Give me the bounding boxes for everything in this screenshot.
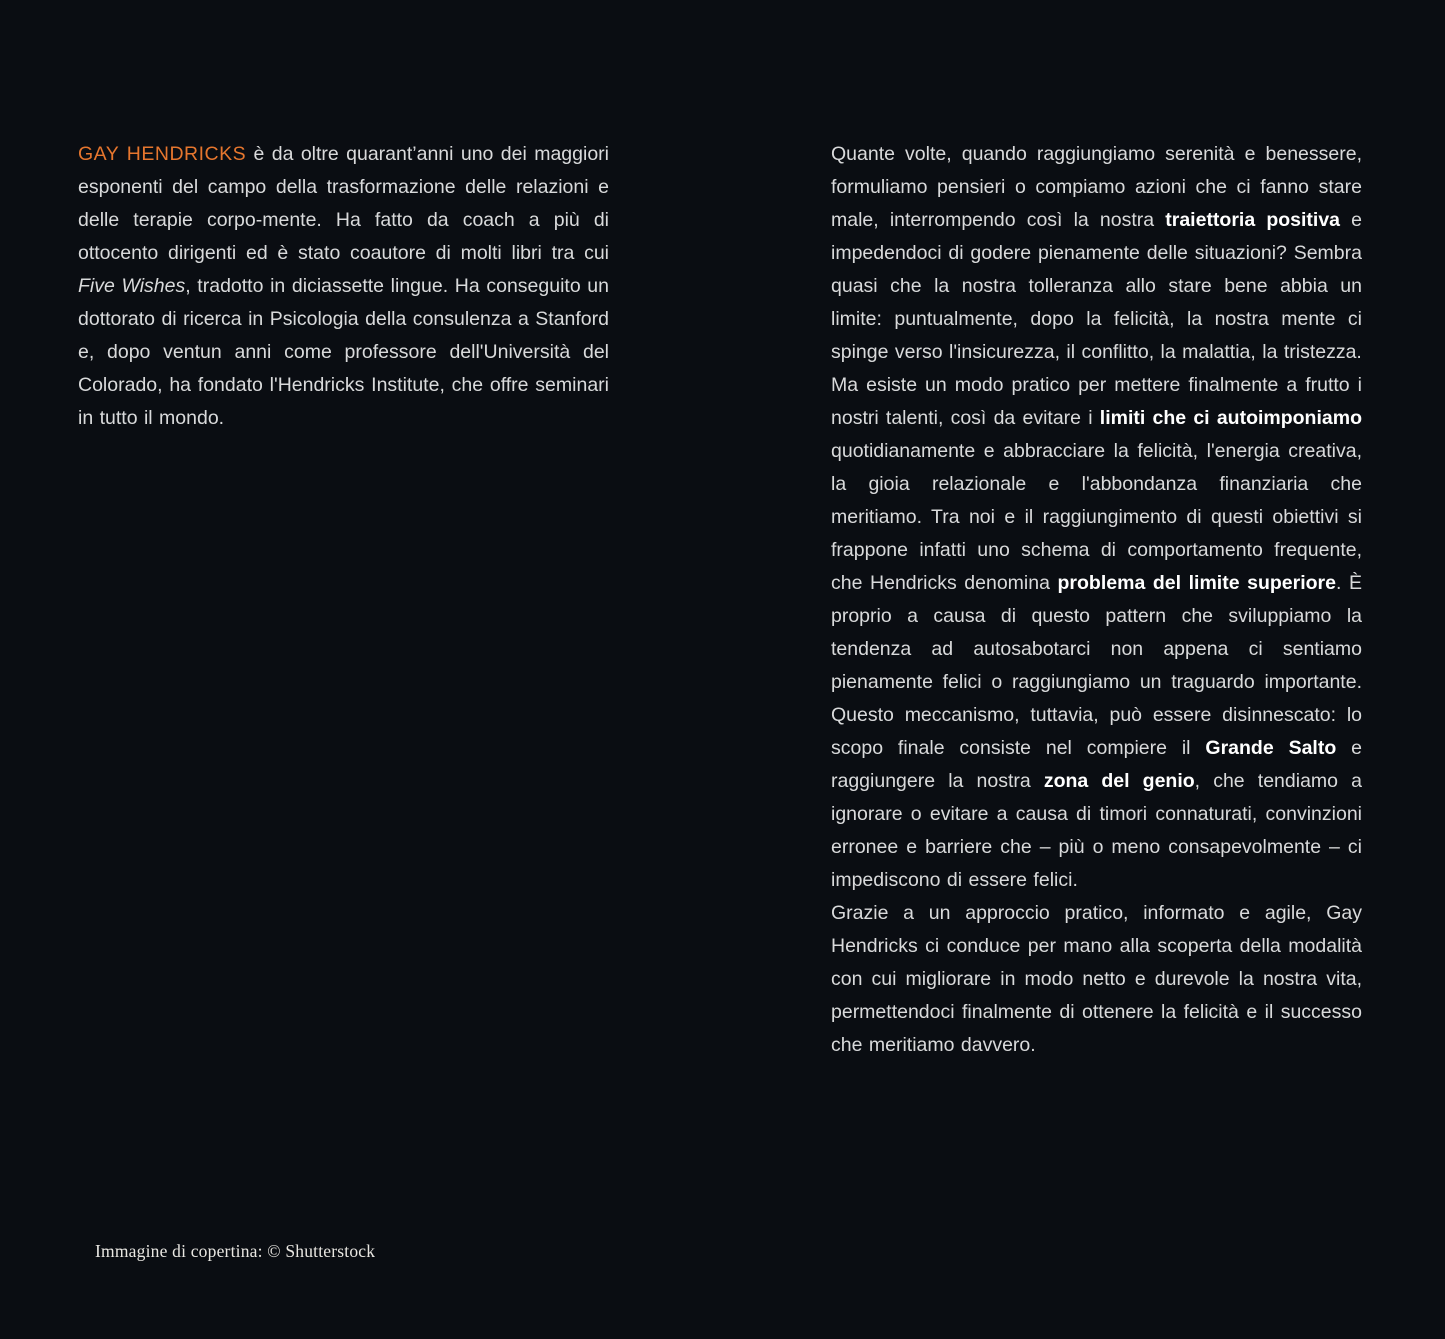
text-segment-bold: traiettoria positiva xyxy=(1165,209,1341,231)
text-segment: è da oltre quarant’anni uno dei maggiori esponenti del campo della trasformazione delle relazioni e delle terapie corpo-mente. Ha fatto da coach a più di ottocento dirigenti ed è stato coautore di molti libri tra cui xyxy=(78,143,609,264)
text-segment: quotidianamente e abbracciare la felicità, l'energia creativa, la gioia relazionale e l'abbondanza finanziaria che meritiamo. Tra noi e il raggiungimento di questi obiettivi si frappone infatti uno schema di comportamento frequente, che Hendricks denomina xyxy=(831,440,1362,594)
description-paragraph xyxy=(831,897,1362,1062)
text-segment: e raggiungere la nostra xyxy=(831,737,1362,792)
text-segment: . È proprio a causa di questo pattern che sviluppiamo la tendenza ad autosabotarci non appena ci sentiamo pienamente felici o raggiungiamo un traguardo importante. Questo meccanismo, tuttavia, può essere disinnescato: lo scopo finale consiste nel compiere il xyxy=(831,572,1362,759)
description-paragraph xyxy=(831,138,1362,369)
text-segment: , tradotto in diciassette lingue. Ha conseguito un dottorato di ricerca in Psicologia della consulenza a Stanford e, dopo ventun anni come professore dell'Università del Colorado, ha fondato l'Hendricks Institute, che offre seminari in tutto il mondo. xyxy=(78,275,609,429)
text-segment: , che tendiamo a ignorare o evitare a causa di timori connaturati, convinzioni erronee e barriere che – più o meno consapevolmente – ci impediscono di essere felici. xyxy=(831,770,1362,891)
text-segment-accent: GAY HENDRICKS xyxy=(78,143,247,165)
text-segment-bold: zona del genio xyxy=(1043,770,1195,792)
description-paragraph xyxy=(831,369,1362,897)
cover-image-credit: Immagine di copertina: © Shutterstock xyxy=(95,1241,376,1261)
text-segment: Ma esiste un modo pratico per mettere finalmente a frutto i nostri talenti, così da evitare i xyxy=(831,374,1362,429)
author-bio-paragraph xyxy=(78,138,609,435)
text-segment: Grazie a un approccio pratico, informato e agile, Gay Hendricks ci conduce per mano alla scoperta della modalità con cui migliorare in modo netto e durevole la nostra vita, permettendoci finalmente di ottenere la felicità e il successo che meritiamo davvero. xyxy=(831,902,1362,1056)
text-segment-bold: limiti che ci autoimponiamo xyxy=(1099,407,1362,429)
text-segment-bold: problema del limite superiore xyxy=(1057,572,1336,594)
text-segment-italic: Five Wishes xyxy=(78,275,186,297)
text-segment: e impedendoci di godere pienamente delle situazioni? Sembra quasi che la nostra tolleranza allo stare bene abbia un limite: puntualmente, dopo la felicità, la nostra mente ci spinge verso l'insicurezza, il conflitto, la malattia, la tristezza. xyxy=(831,209,1362,363)
author-bio-column xyxy=(78,138,609,435)
text-segment: Quante volte, quando raggiungiamo serenità e benessere, formuliamo pensieri o compiamo azioni che ci fanno stare male, interrompendo così la nostra xyxy=(831,143,1362,231)
book-description-column xyxy=(831,138,1362,1062)
text-segment-bold: Grande Salto xyxy=(1205,737,1337,759)
